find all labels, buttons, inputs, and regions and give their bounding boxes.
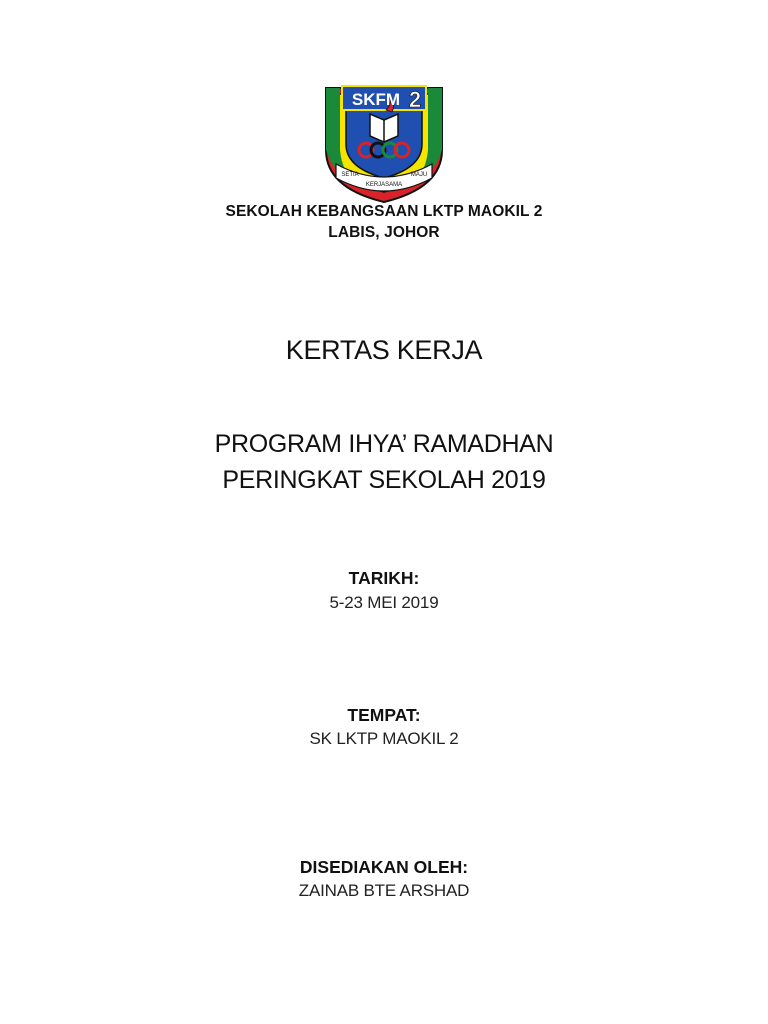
school-name: SEKOLAH KEBANGSAAN LKTP MAOKIL 2 bbox=[225, 203, 543, 220]
crest-banner-word-2: KERJASAMA bbox=[365, 182, 403, 188]
crest-badge-text: SKFM bbox=[351, 90, 401, 109]
document-title: KERTAS KERJA bbox=[285, 335, 483, 365]
school-crest-logo bbox=[320, 80, 448, 206]
date-label: TARIKH: bbox=[348, 568, 420, 588]
program-title-line-1: PROGRAM IHYA’ RAMADHAN bbox=[214, 430, 554, 458]
school-crest-svg bbox=[320, 80, 448, 206]
place-label: TEMPAT: bbox=[347, 705, 421, 725]
crest-badge-number: 2 bbox=[408, 87, 422, 112]
program-title-line-2: PERINGKAT SEKOLAH 2019 bbox=[222, 466, 546, 494]
crest-banner-word-3: MAJU bbox=[410, 172, 428, 178]
author-value: ZAINAB BTE ARSHAD bbox=[298, 881, 470, 900]
school-location: LABIS, JOHOR bbox=[328, 224, 440, 241]
author-label: DISEDIAKAN OLEH: bbox=[299, 857, 469, 877]
place-value: SK LKTP MAOKIL 2 bbox=[309, 729, 459, 748]
date-value: 5-23 MEI 2019 bbox=[329, 593, 439, 612]
crest-banner-word-1: SETIA bbox=[341, 172, 359, 178]
